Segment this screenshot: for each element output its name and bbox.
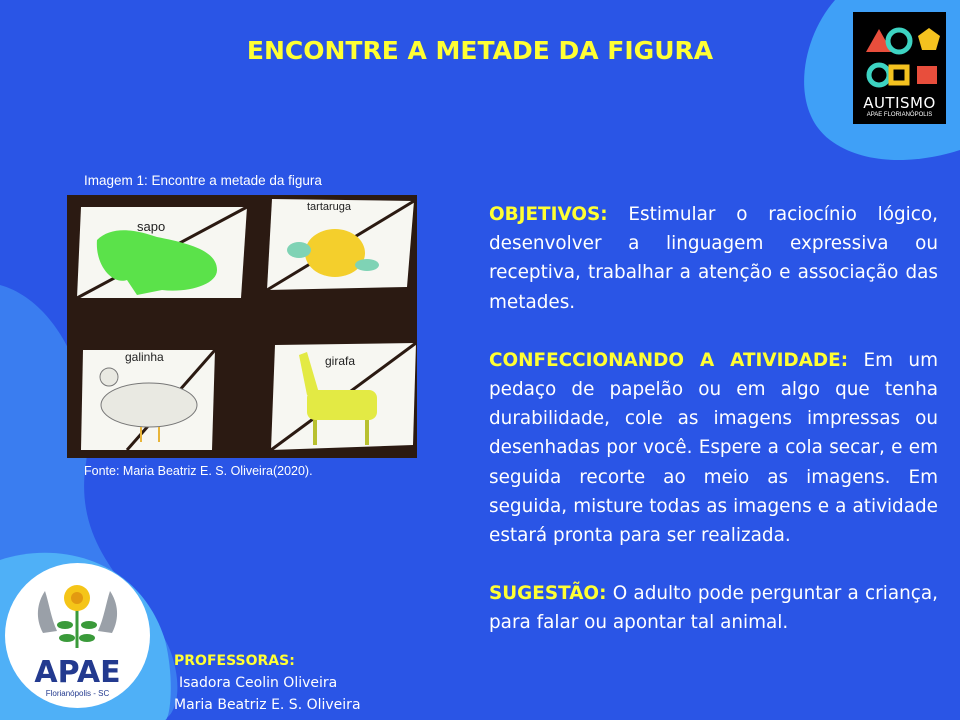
section-sugestao — [489, 579, 938, 637]
card-tartaruga — [267, 199, 414, 290]
autismo-shapes-icon — [853, 12, 946, 92]
activity-description — [489, 200, 938, 667]
apae-name: APAE — [34, 655, 121, 690]
card-sapo — [77, 207, 247, 298]
sugestao-label: SUGESTÃO: — [489, 583, 607, 605]
apae-logo — [5, 563, 150, 708]
logo-text: AUTISMO — [863, 94, 936, 112]
logo-subtext: APAE FLORIANÓPOLIS — [866, 112, 933, 118]
card-label-girafa: girafa — [325, 354, 356, 368]
section-confeccionando — [489, 346, 938, 550]
card-label-galinha: galinha — [125, 350, 164, 364]
card-label-sapo: sapo — [137, 219, 166, 234]
professora-name: Maria Beatriz E. S. Oliveira — [174, 697, 361, 713]
card-label-tartaruga: tartaruga — [307, 201, 352, 213]
objetivos-text: Estimular o raciocínio lógico, desenvolver a linguagem expressiva ou receptiva, trabalhar a atenção e associação das metades. — [489, 204, 938, 313]
image-source: Fonte: Maria Beatriz E. S. Oliveira(2020). — [84, 464, 313, 478]
page-title: ENCONTRE A METADE DA FIGURA — [246, 36, 714, 65]
professora-name: Isadora Ceolin Oliveira — [179, 675, 338, 691]
card-girafa — [271, 343, 416, 450]
autismo-logo — [853, 12, 946, 124]
professoras-heading: PROFESSORAS: — [174, 653, 295, 669]
objetivos-label: OBJETIVOS: — [489, 204, 608, 225]
apae-subtitle: Florianópolis - SC — [45, 689, 110, 698]
confeccionando-text: Em um pedaço de papelão ou em algo que tenha durabilidade, cole as imagens impressas ou desenhadas por você. Espere a cola secar, e em seguida recorte ao meio as imagens. Em seguida, misture todas as imagens e a atividade estará pronta para ser realizada. — [489, 349, 938, 547]
apae-flower-hands-icon — [5, 563, 150, 658]
sugestao-text: O adulto pode perguntar a criança, para falar ou apontar tal animal. — [489, 583, 938, 634]
card-galinha — [81, 350, 215, 450]
image-caption: Imagem 1: Encontre a metade da figura — [84, 173, 322, 188]
activity-photo — [67, 195, 417, 458]
section-objetivos — [489, 200, 938, 317]
professoras — [174, 650, 361, 716]
confeccionando-label: CONFECCIONANDO A ATIVIDADE: — [489, 349, 849, 371]
